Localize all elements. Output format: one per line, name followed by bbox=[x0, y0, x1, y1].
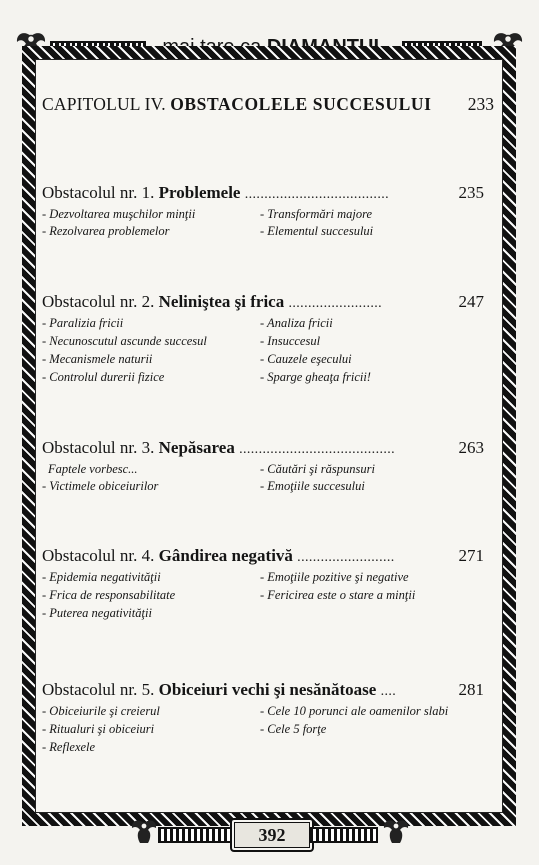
subtopic: - Controlul durerii fizice bbox=[42, 370, 165, 384]
entry-page: 235 bbox=[455, 182, 485, 204]
entry-page: 271 bbox=[455, 545, 485, 567]
page-number: 392 bbox=[230, 818, 314, 852]
entry-label: Obstacolul nr. 1. bbox=[42, 183, 155, 202]
entry-page: 281 bbox=[455, 679, 485, 701]
angel-ornament-icon bbox=[130, 818, 158, 848]
footer-border-right bbox=[310, 827, 378, 843]
subtopic: - Paralizia fricii bbox=[42, 316, 124, 330]
leader-dots: ..................................... bbox=[244, 187, 390, 202]
chapter-title: OBSTACOLELE SUCCESULUI bbox=[170, 94, 432, 114]
subtopic: - Obiceiurile şi creierul bbox=[42, 704, 160, 718]
running-title-main: DIAMANTUL bbox=[266, 36, 386, 58]
leader-dots: ........................ bbox=[288, 296, 383, 311]
subtopic: - Victimele obiceiurilor bbox=[42, 479, 159, 493]
leader-dots: ......................... bbox=[297, 550, 395, 565]
entry-label: Obstacolul nr. 3. bbox=[42, 438, 155, 457]
entry-title: Problemele bbox=[158, 183, 241, 202]
chapter-label: CAPITOLUL IV. bbox=[42, 94, 166, 114]
toc-entry bbox=[42, 679, 484, 754]
subtopic: - Frica de responsabilitate bbox=[42, 588, 176, 602]
chapter-page: 233 bbox=[467, 94, 494, 114]
subtopic: - Fericirea este o stare a minţii bbox=[260, 588, 416, 602]
subtopic: - Dezvoltarea muşchilor minţii bbox=[42, 207, 196, 221]
subtopic: - Emoţiile succesului bbox=[260, 479, 365, 493]
subtopic: - Analiza fricii bbox=[260, 316, 333, 330]
subtopic: - Sparge gheaţa fricii! bbox=[260, 370, 371, 384]
subtopic: - Căutări şi răspunsuri bbox=[260, 462, 375, 476]
chapter-heading bbox=[42, 92, 494, 116]
entry-title: Neliniştea şi frica bbox=[158, 292, 285, 311]
entry-page: 263 bbox=[455, 437, 485, 459]
toc-entry-line bbox=[42, 437, 484, 461]
subtopic: - Cauzele eşecului bbox=[260, 352, 352, 366]
subtopic: - Reflexele bbox=[42, 740, 96, 754]
subtopic: - Cele 5 forţe bbox=[260, 722, 327, 736]
entry-page: 247 bbox=[455, 291, 485, 313]
subtopic: - Emoţiile pozitive şi negative bbox=[260, 570, 409, 584]
toc-entry bbox=[42, 182, 484, 238]
subtopic: - Mecanismele naturii bbox=[42, 352, 153, 366]
toc-entry bbox=[42, 437, 484, 493]
entry-title: Gândirea negativă bbox=[158, 546, 293, 565]
entry-title: Obiceiuri vechi şi nesănătoase bbox=[158, 680, 377, 699]
entry-title: Nepăsarea bbox=[158, 438, 235, 457]
toc-entry bbox=[42, 291, 484, 384]
toc-entry-line bbox=[42, 679, 484, 703]
running-title-prefix: mai tare ca bbox=[162, 36, 262, 58]
leader-dots: .... bbox=[380, 684, 397, 699]
subtopic: - Insuccesul bbox=[260, 334, 321, 348]
toc-entry bbox=[42, 545, 484, 620]
subtopic: - Epidemia negativităţii bbox=[42, 570, 161, 584]
entry-label: Obstacolul nr. 2. bbox=[42, 292, 155, 311]
toc-entry-line bbox=[42, 545, 484, 569]
subtopic: - Cele 10 porunci ale oamenilor slabi bbox=[260, 704, 449, 718]
subtopic: - Necunoscutul ascunde succesul bbox=[42, 334, 207, 348]
footer-border-left bbox=[158, 827, 230, 843]
page-footer bbox=[130, 818, 410, 850]
angel-ornament-icon bbox=[382, 818, 410, 848]
subtopic: - Transformări majore bbox=[260, 207, 373, 221]
entry-label: Obstacolul nr. 4. bbox=[42, 546, 155, 565]
entry-label: Obstacolul nr. 5. bbox=[42, 680, 155, 699]
subtopic: - Elementul succesului bbox=[260, 224, 374, 238]
subtopic: - Ritualuri şi obiceiuri bbox=[42, 722, 155, 736]
toc-entry-line bbox=[42, 182, 484, 206]
subtopic: Faptele vorbesc... bbox=[48, 462, 138, 476]
leader-dots: ........................................ bbox=[239, 442, 396, 457]
subtopic: - Puterea negativităţii bbox=[42, 606, 152, 620]
subtopic: - Rezolvarea problemelor bbox=[42, 224, 170, 238]
toc-entry-line bbox=[42, 291, 484, 315]
